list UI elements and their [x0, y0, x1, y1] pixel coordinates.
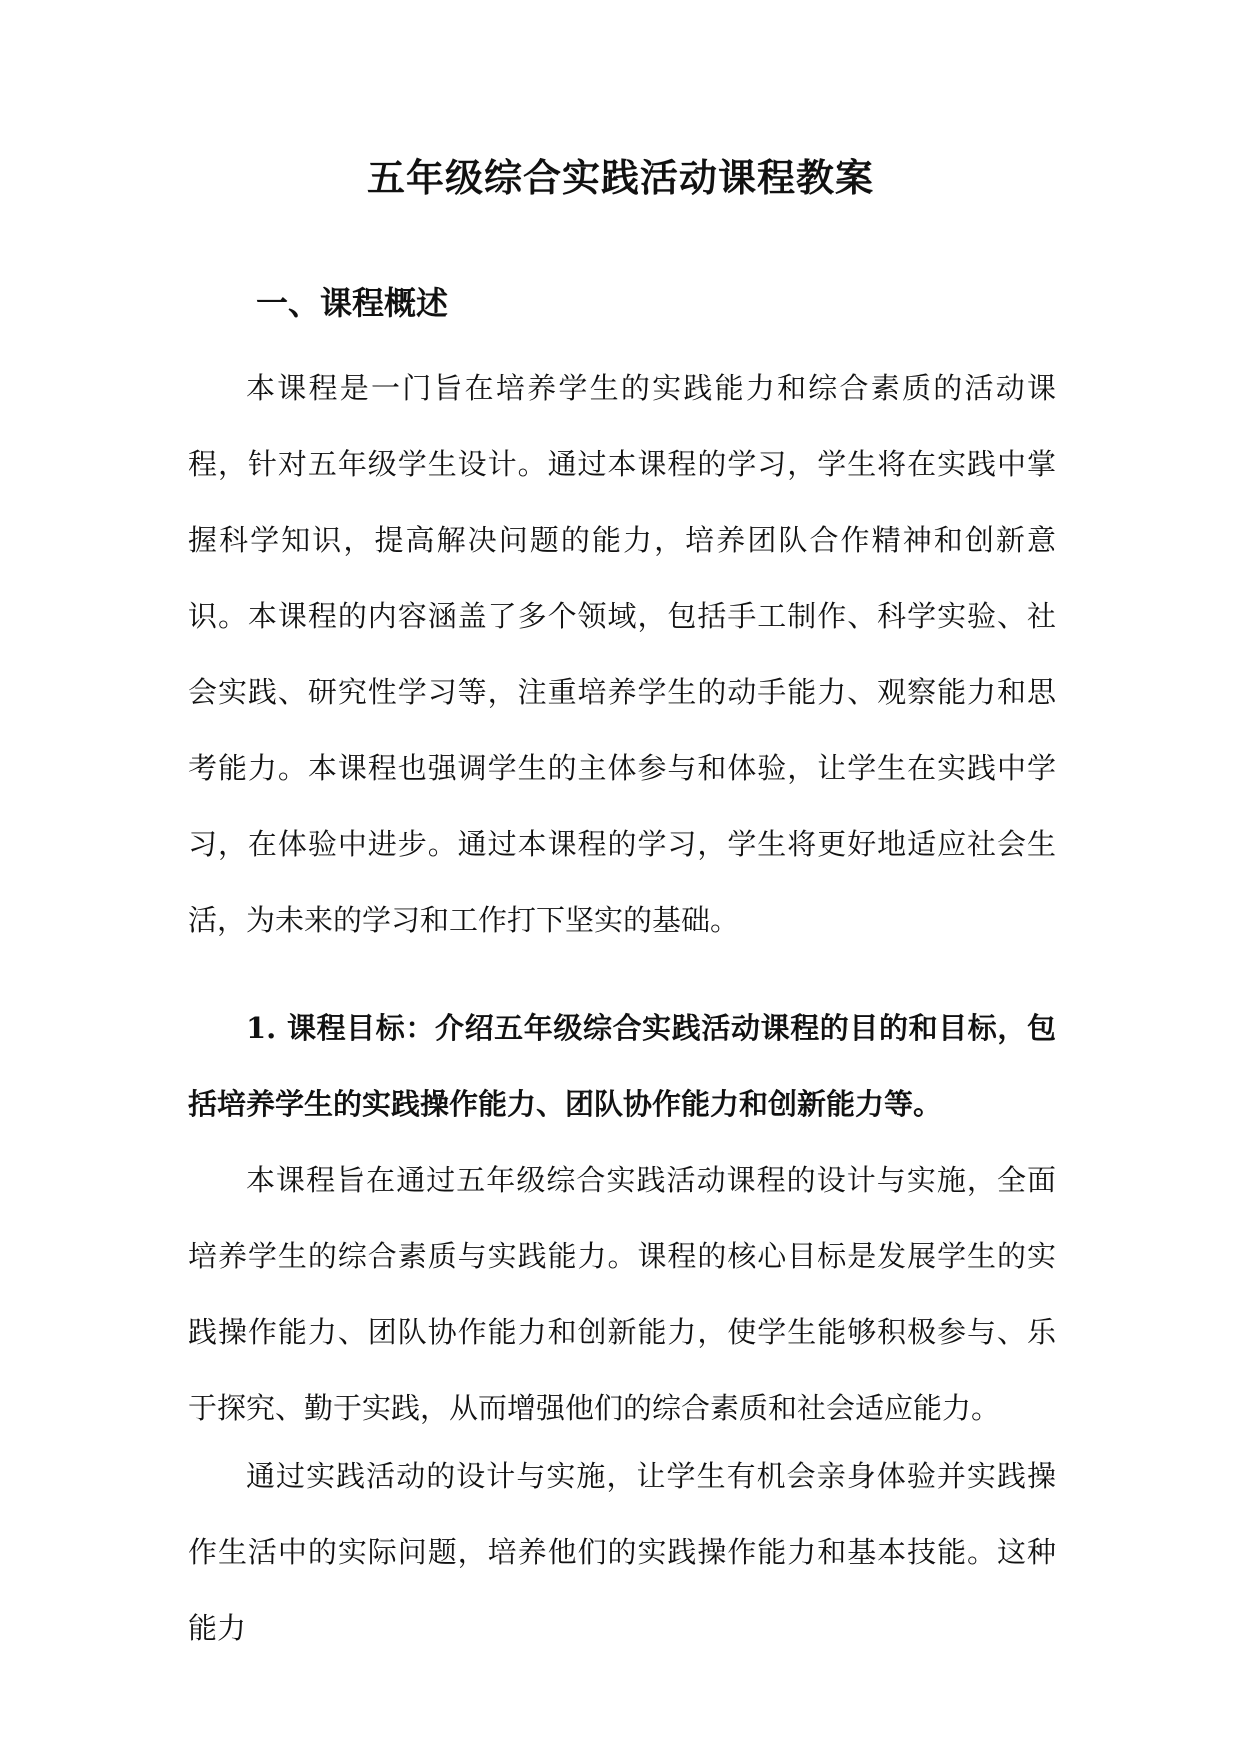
subsection-heading-goals: 1. 课程目标：介绍五年级综合实践活动课程的目的和目标，包括培养学生的实践操作能力、团队协作能力和创新能力等。 — [188, 1011, 1056, 1121]
overview-paragraph: 本课程是一门旨在培养学生的实践能力和综合素质的活动课程，针对五年级学生设计。通过本课程的学习，学生将在实践中掌握科学知识，提高解决问题的能力，培养团队合作精神和创新意识。本课程的内容涵盖了多个领域，包括手工制作、科学实验、社会实践、研究性学习等，注重培养学生的动手能力、观察能力和思考能力。本课程也强调学生的主体参与和体验，让学生在实践中学习，在体验中进步。通过本课程的学习，学生将更好地适应社会生活，为未来的学习和工作打下坚实的基础。 — [188, 371, 1056, 937]
section-heading-overview: 一、课程概述 — [256, 284, 449, 322]
document-title: 五年级综合实践活动课程教案 — [366, 155, 874, 200]
goals-paragraph-2: 通过实践活动的设计与实施，让学生有机会亲身体验并实践操作生活中的实际问题，培养他们的实践操作能力和基本技能。这种能力 — [188, 1459, 1056, 1645]
goals-paragraph-1: 本课程旨在通过五年级综合实践活动课程的设计与实施，全面培养学生的综合素质与实践能力。课程的核心目标是发展学生的实践操作能力、团队协作能力和创新能力，使学生能够积极参与、乐于探究、勤于实践，从而增强他们的综合素质和社会适应能力。 — [188, 1163, 1056, 1425]
